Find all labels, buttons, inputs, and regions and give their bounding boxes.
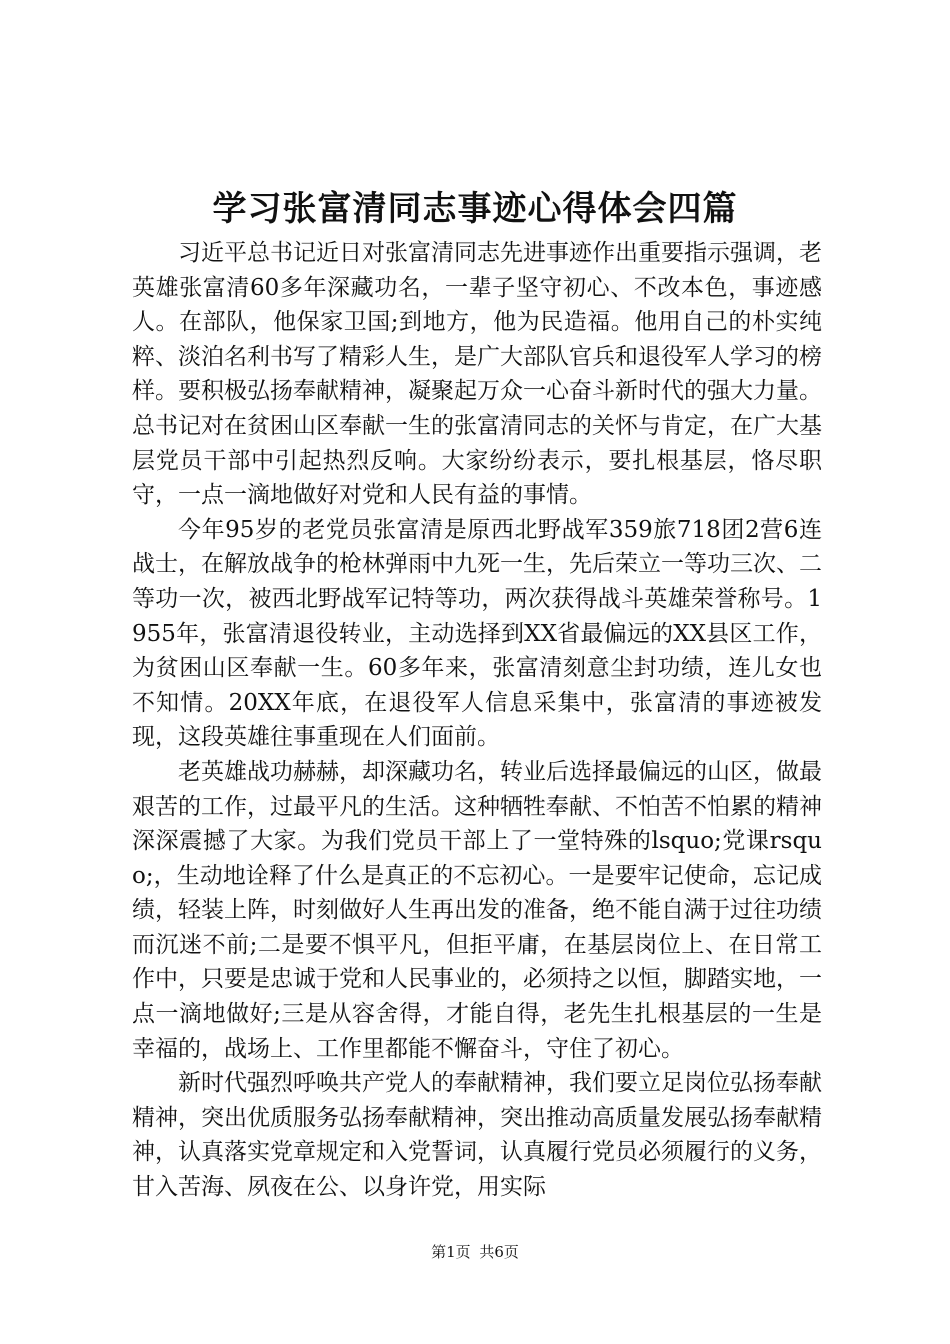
document-title: 学习张富清同志事迹心得体会四篇	[212, 189, 738, 229]
page-number: 第1页	[431, 1243, 471, 1261]
document-body	[132, 236, 822, 1205]
body-paragraph: 今年95岁的老党员张富清是原西北野战军359旅718团2营6连战士，在解放战争的枪林弹雨中九死一生，先后荣立一等功三次、二等功一次，被西北野战军记特等功，两次获得战斗英雄荣誉称号。1955年，张富清退役转业，主动选择到XX省最偏远的XX县区工作，为贫困山区奉献一生。60多年来，张富清刻意尘封功绩，连儿女也不知情。20XX年底，在退役军人信息采集中，张富清的事迹被发现，这段英雄往事重现在人们面前。	[132, 516, 822, 751]
page-total: 共6页	[479, 1243, 519, 1261]
page-footer	[0, 1240, 950, 1264]
body-paragraph: 新时代强烈呼唤共产党人的奉献精神，我们要立足岗位弘扬奉献精神，突出优质服务弘扬奉献精神，突出推动高质量发展弘扬奉献精神，认真落实党章规定和入党誓词，认真履行党员必须履行的义务，甘入苦海、夙夜在公、以身许党，用实际	[132, 1070, 822, 1201]
body-paragraph: 习近平总书记近日对张富清同志先进事迹作出重要指示强调，老英雄张富清60多年深藏功名，一辈子坚守初心、不改本色，事迹感人。在部队，他保家卫国;到地方，他为民造福。他用自己的朴实纯粹、淡泊名利书写了精彩人生，是广大部队官兵和退役军人学习的榜样。要积极弘扬奉献精神，凝聚起万众一心奋斗新时代的强大力量。总书记对在贫困山区奉献一生的张富清同志的关怀与肯定，在广大基层党员干部中引起热烈反响。大家纷纷表示，要扎根基层，恪尽职守，一点一滴地做好对党和人民有益的事情。	[132, 240, 822, 509]
body-paragraph: 老英雄战功赫赫，却深藏功名，转业后选择最偏远的山区，做最艰苦的工作，过最平凡的生活。这种牺牲奉献、不怕苦不怕累的精神深深震撼了大家。为我们党员干部上了一堂特殊的lsquo;党课rsquo;，生动地诠释了什么是真正的不忘初心。一是要牢记使命，忘记成绩，轻装上阵，时刻做好人生再出发的准备，绝不能自满于过往功绩而沉迷不前;二是要不惧平凡，但拒平庸，在基层岗位上、在日常工作中，只要是忠诚于党和人民事业的，必须持之以恒，脚踏实地，一点一滴地做好;三是从容舍得，才能自得，老先生扎根基层的一生是幸福的，战场上、工作里都能不懈奋斗，守住了初心。	[132, 758, 822, 1062]
